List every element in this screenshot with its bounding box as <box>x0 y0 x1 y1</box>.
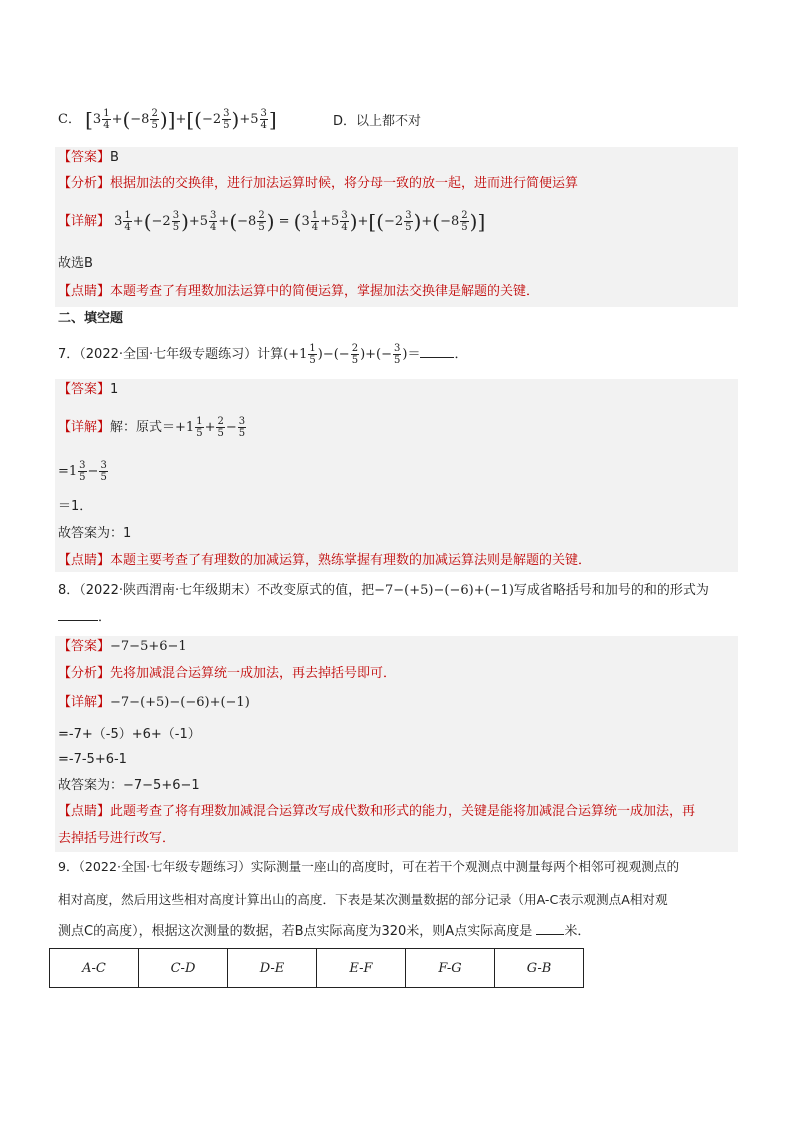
comment-text-cont: 去掉括号进行改写． <box>58 831 176 846</box>
detail-tag: 【详解】 <box>58 214 111 229</box>
q8-stem-prefix: 8．（2022·陕西渭南·七年级期末）不改变原式的值，把 <box>58 583 375 598</box>
comment-tag: 【点睛】 <box>58 553 111 568</box>
answer-blank <box>420 345 454 358</box>
option-d: D．以上都不对 <box>333 114 422 129</box>
q8-blank-line: ． <box>58 608 111 628</box>
comment-line-q7 <box>58 551 591 571</box>
table-header-cell: C-D <box>139 949 228 988</box>
q9-line3 <box>58 922 590 942</box>
q8-stem <box>58 581 709 601</box>
answer-tag: 【答案】 <box>58 382 111 397</box>
answer-line-q7 <box>58 380 118 400</box>
measurement-table <box>49 948 584 988</box>
detail-expr: −7−(+5)−(−6)+(−1) <box>110 695 250 710</box>
q9-line3-text: 测点C的高度），根据这次测量的数据，若B点实际高度为320米，则A点实际高度是 <box>58 924 533 939</box>
analysis-line-q6 <box>58 174 578 194</box>
step2-q8: =-7-5+6-1 <box>58 752 127 767</box>
detail-tag: 【详解】 <box>58 695 111 710</box>
conclusion-q7: 故答案为：1 <box>58 526 132 541</box>
answer-line-q8 <box>58 637 187 657</box>
q7-stem-text: 7．（2022·全国·七年级专题练习）计算 <box>58 347 284 362</box>
analysis-tag: 【分析】 <box>58 176 111 191</box>
detail-line-q6: 【详解】 3 $\frac{1}{4}$ +(−2 $\frac{3}{5}$ )+5 $\frac{3}{4}$ +(−8 $\frac{2}{5}$ ) = (3 $\frac{1}{4}$ +5 $\frac{3}{4}$ )+[(−2 $\frac{3}{5}$ )+(−8 $\frac{2}{5}$ )] <box>58 209 486 234</box>
answer-blank <box>536 922 564 935</box>
detail-line-q7: 【详解】解：原式＝+1 $\frac{1}{5}$ + $\frac{2}{5}$ − $\frac{3}{5}$ <box>58 416 246 439</box>
q9-line2: 相对高度，然后用这些相对高度计算出山的高度．下表是某次测量数据的部分记录（用A-C表示观测点A相对观 <box>58 892 668 907</box>
answer-line-q6 <box>58 148 119 168</box>
answer-tag: 【答案】 <box>58 639 111 654</box>
table-header-cell: D-E <box>228 949 317 988</box>
table-header-cell: E-F <box>317 949 406 988</box>
comment-tag: 【点睛】 <box>58 804 111 819</box>
comment-text: 本题考查了有理数加法运算中的简便运算，掌握加法交换律是解题的关键． <box>110 284 540 299</box>
detail-intro: 解：原式＝ <box>110 420 176 435</box>
q9-line3-unit: 米． <box>564 924 591 939</box>
answer-value: 1 <box>110 382 119 397</box>
table-row <box>50 949 584 988</box>
detail-tag: 【详解】 <box>58 420 111 435</box>
analysis-text: 根据加法的交换律，进行加法运算时候，将分母一致的放一起，进而进行简便运算 <box>110 176 579 191</box>
q8-stem-expr: −7−(+5)−(−6)+(−1) <box>374 583 514 598</box>
solution-block-q7 <box>55 379 738 572</box>
analysis-line-q8 <box>58 664 396 684</box>
answer-value: −7−5+6−1 <box>110 639 187 654</box>
comment-text: 此题考查了将有理数加减混合运算改写成代数和形式的能力，关键是能将加减混合运算统一成加法，再 <box>110 804 696 819</box>
conclusion-q8: 故答案为：−7−5+6−1 <box>58 778 200 793</box>
comment-line-q6 <box>58 282 539 302</box>
answer-value: B <box>110 150 119 165</box>
answer-tag: 【答案】 <box>58 150 111 165</box>
table-header-cell: G-B <box>495 949 584 988</box>
table-header-cell: A-C <box>50 949 139 988</box>
q8-stem-suffix: 写成省略括号和加号的和的形式为 <box>513 583 709 598</box>
table-header-cell: F-G <box>406 949 495 988</box>
conclusion-q6: 故选B <box>58 256 93 271</box>
option-c-label: C． <box>58 112 81 127</box>
analysis-text: 先将加减混合运算统一成加法，再去掉括号即可． <box>110 666 397 681</box>
answer-blank <box>58 608 98 621</box>
detail-line-q8 <box>58 693 250 713</box>
step-q7: =1 $\frac{3}{5}$ − $\frac{3}{5}$ <box>58 460 107 483</box>
option-c: C． [3 $\frac{1}{4}$ +(−8 $\frac{2}{5}$ )]+[(−2 $\frac{3}{5}$ )+5 $\frac{3}{4}$ ] <box>58 107 277 132</box>
step1-q8: =-7+（-5）+6+（-1） <box>58 727 201 742</box>
comment-text: 本题主要考查了有理数的加减运算，熟练掌握有理数的加减运算法则是解题的关键． <box>110 553 592 568</box>
comment-tag: 【点睛】 <box>58 284 111 299</box>
q9-line1: 9．（2022·全国·七年级专题练习）实际测量一座山的高度时，可在若干个观测点中测量每两个相邻可视观测点的 <box>58 859 680 874</box>
q7-stem: 7．（2022·全国·七年级专题练习）计算(+1 $\frac{1}{5}$ )−(− $\frac{2}{5}$ )+(− $\frac{3}{5}$ )＝ ． <box>58 343 468 366</box>
step-equals-q7: ＝1． <box>58 499 93 514</box>
analysis-tag: 【分析】 <box>58 666 111 681</box>
comment-line-q8 <box>58 802 695 822</box>
section-title: 二、填空题 <box>58 311 124 326</box>
